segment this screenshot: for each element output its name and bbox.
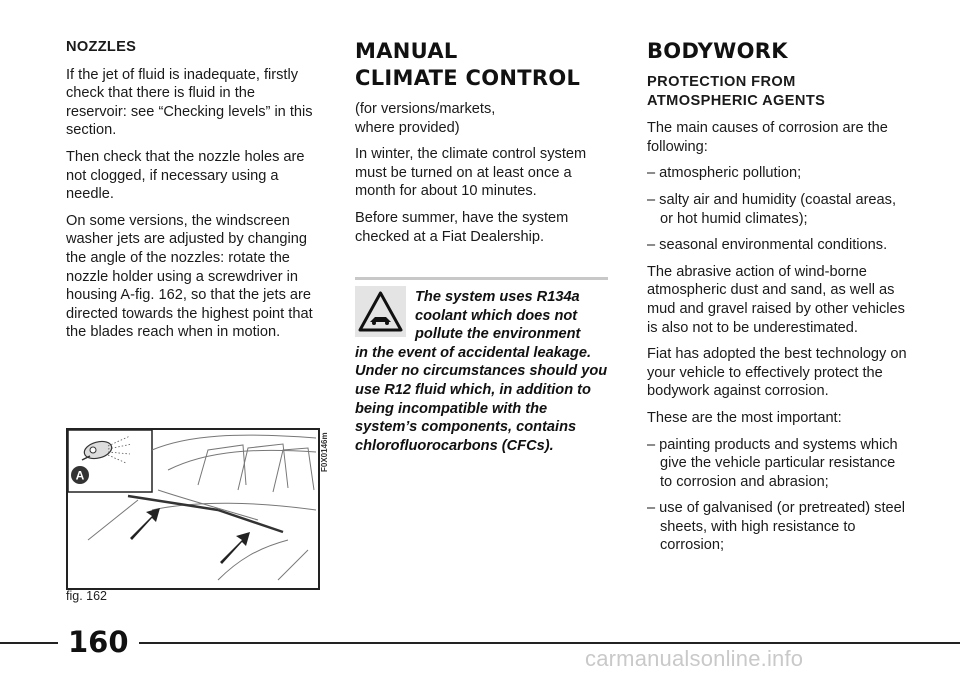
warning-line-1: The system uses R134a — [415, 289, 580, 305]
bodywork-heading: BODYWORK — [647, 39, 788, 63]
nozzles-paragraph-2: Then check that the nozzle holes are not clogged, if necessary using a needle. — [66, 148, 305, 203]
climate-heading-line-2: CLIMATE CONTROL — [355, 66, 581, 90]
climate-heading-line-1: MANUAL — [355, 39, 458, 63]
warning-line-3: pollute the environment — [415, 326, 581, 343]
nozzles-heading: NOZZLES — [66, 39, 137, 55]
bodywork-section — [647, 38, 909, 563]
watermark: carmanualsonline.info — [585, 646, 804, 671]
nozzles-paragraph-3: On some versions, the windscreen washer jets are adjusted by changing the angle of the nozzles: rotate the nozzle holder using a screwdriver in housing A-fig. 162, so that the jets are directed towards the highest point that the blades reach when in motion. — [66, 212, 313, 341]
fiat-paragraph: Fiat has adopted the best technology on your vehicle to effectively protect the bodywork against corrosion. — [647, 346, 907, 400]
nozzles-section — [66, 38, 318, 350]
climate-control-heading — [355, 38, 610, 92]
climate-version-note — [355, 100, 610, 137]
footer-rule — [0, 642, 960, 644]
warning-rest: in the event of accidental leakage. Under no circumstances should you use R12 fluid which, in addition to being incompatible with the system’s components, contains chlorofluorocarbons (CFCs). — [355, 344, 608, 454]
figure-162 — [66, 428, 320, 590]
climate-paragraph-1: In winter, the climate control system must be turned on at least once a month for about 10 minutes. — [355, 146, 587, 200]
warning-text — [355, 288, 613, 455]
subheading-line-1: PROTECTION FROM — [647, 74, 796, 90]
cause-item: – atmospheric pollution; — [647, 165, 802, 182]
measure-item: – use of galvanised (or pretreated) steel sheets, with high resistance to corrosion; — [647, 500, 905, 554]
climate-note-line-2: where provided) — [355, 119, 460, 136]
climate-paragraph-2: Before summer, have the system checked at a Fiat Dealership. — [355, 209, 569, 245]
warning-line-2: coolant which does not — [415, 307, 578, 324]
warning-divider — [355, 277, 608, 280]
subheading-line-2: ATMOSPHERIC AGENTS — [647, 92, 826, 109]
abrasive-paragraph: The abrasive action of wind-borne atmospheric dust and sand, as well as mud and gravel raised by other vehicles is also not to be underestimated. — [647, 263, 905, 336]
figure-caption: fig. 162 — [66, 589, 108, 603]
windscreen-illustration — [68, 430, 318, 588]
figure-code: F0X0146m — [320, 432, 329, 472]
climate-control-section — [355, 38, 610, 254]
cause-item: – salty air and humidity (coastal areas, or hot humid climates); — [647, 191, 897, 227]
nozzles-paragraph-1: If the jet of fluid is inadequate, firstly check that there is fluid in the reservoir: see “Checking levels” in this section. — [66, 66, 313, 139]
pointer-arrows — [130, 508, 250, 564]
bodywork-subheading — [647, 73, 909, 110]
cause-item: – seasonal environmental conditions. — [647, 237, 888, 254]
page-number: 160 — [58, 624, 139, 660]
climate-note-line-1: (for versions/markets, — [355, 101, 496, 117]
bodywork-intro: The main causes of corrosion are the following: — [647, 120, 888, 155]
important-paragraph: These are the most important: — [647, 409, 842, 426]
callout-a-label: A — [75, 468, 85, 483]
measure-item: – painting products and systems which give the vehicle particular resistance to corrosion and abrasion; — [647, 436, 898, 490]
